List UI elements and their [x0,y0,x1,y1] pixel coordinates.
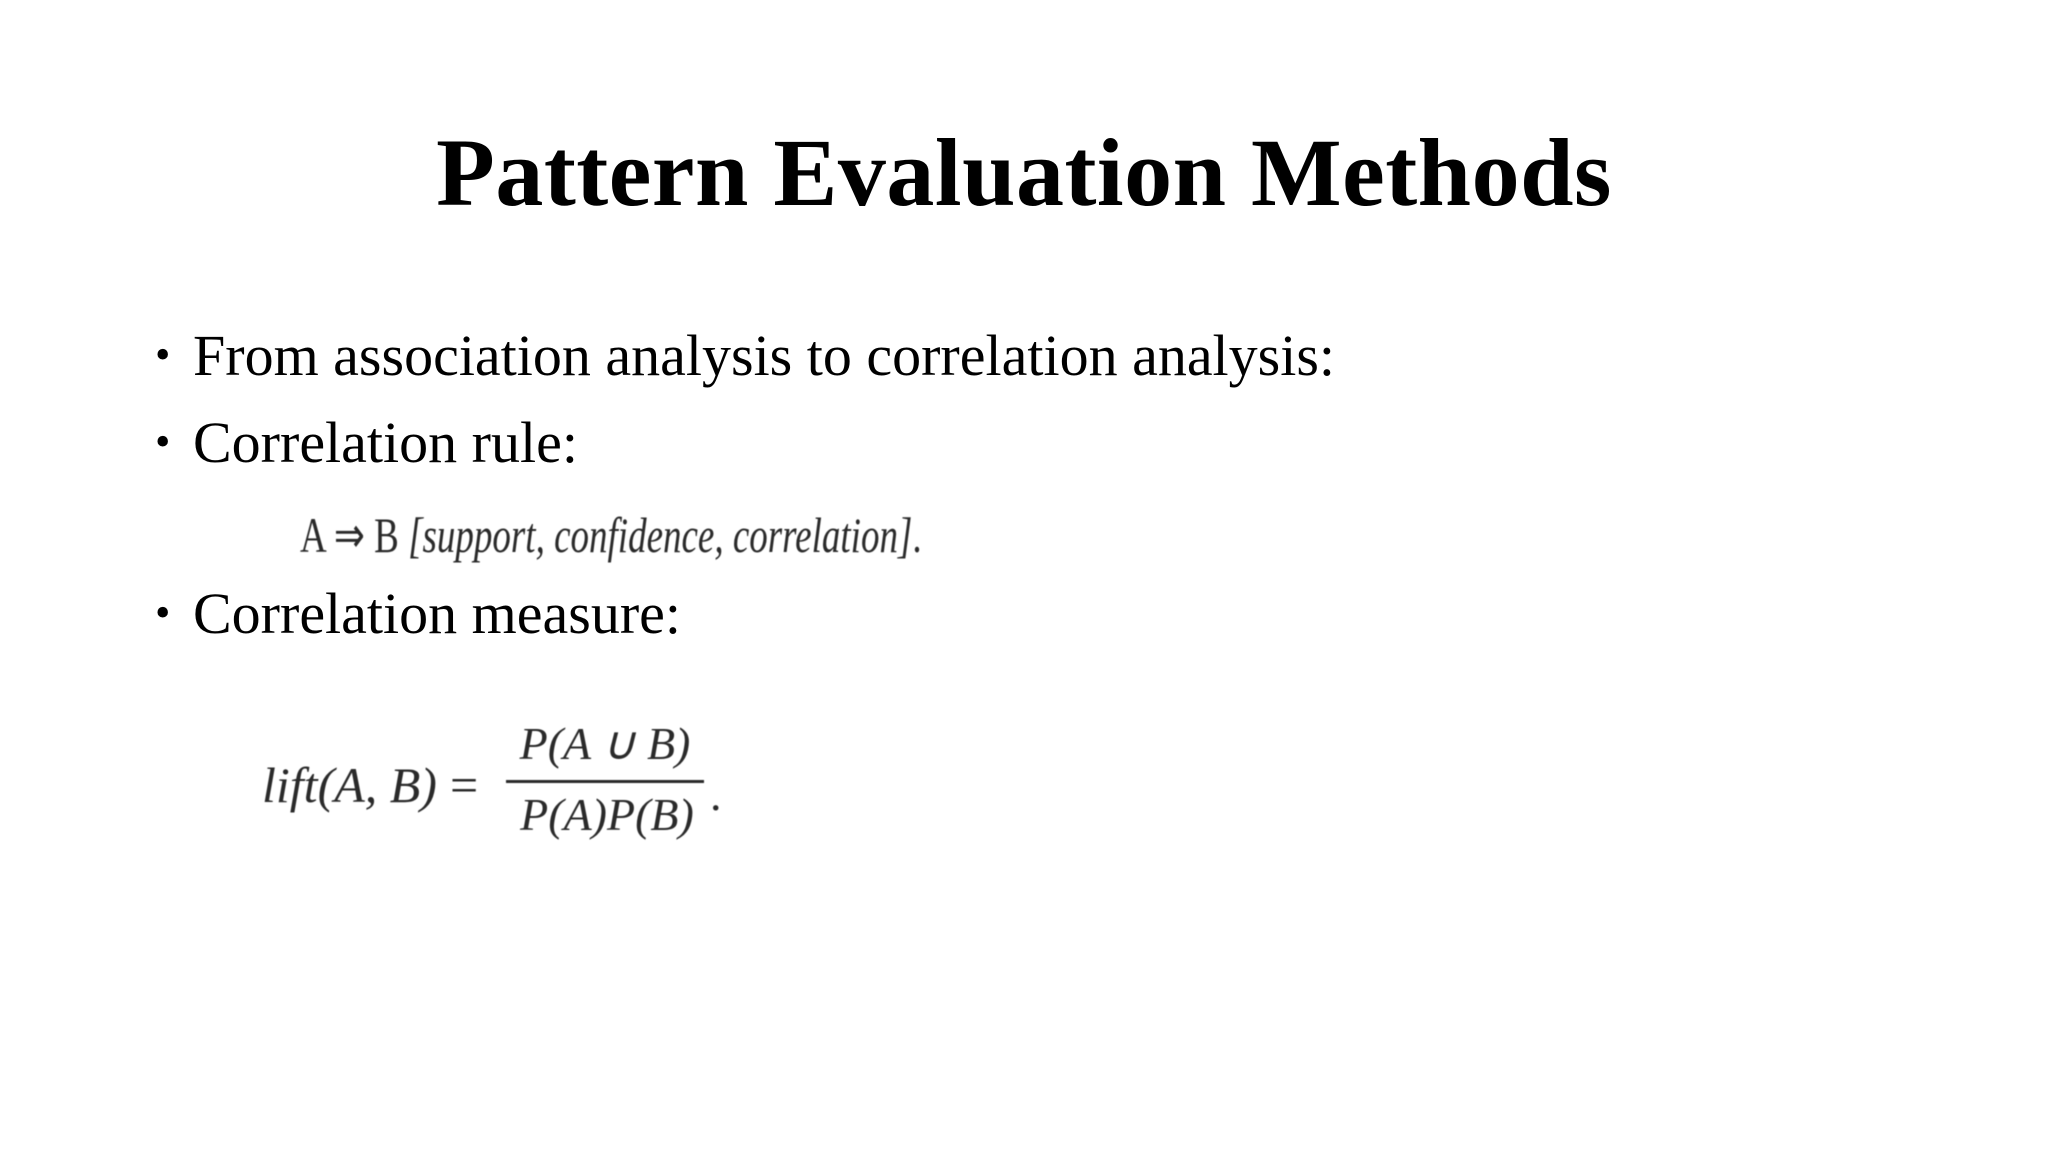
bullet-icon: • [155,330,171,379]
bullet-text: From association analysis to correlation analysis: [193,323,1336,388]
fraction-bar [506,780,704,783]
bullet-text: Correlation rule: [193,410,578,475]
bullet-icon: • [155,588,171,637]
bullet-icon: • [155,417,171,466]
rule-period: . [912,507,922,563]
bullet-item [155,578,681,649]
lift-period: . [710,769,722,820]
bullet-item [155,407,578,478]
correlation-rule-formula [300,500,922,570]
lift-lhs: lift(A, B) [262,757,437,813]
lift-denominator: P(A)P(B) [520,789,694,840]
bullet-text: Correlation measure: [193,581,681,646]
lift-numerator: P(A ∪ B) [519,718,691,769]
rule-lhs: A ⇒ B [300,507,409,563]
slide-title: Pattern Evaluation Methods [436,119,1612,226]
rule-bracket: [support, confidence, correlation] [408,507,913,563]
bullet-item [155,320,1335,391]
lift-equals: = [450,757,479,813]
